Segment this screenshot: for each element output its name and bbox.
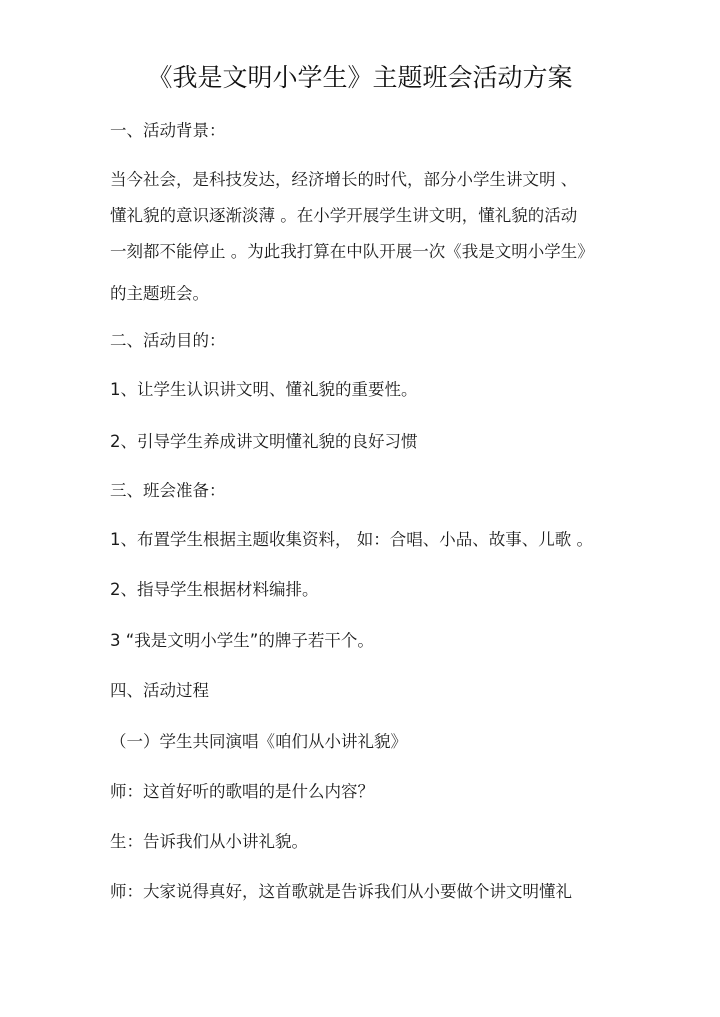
section-heading-background: 一、活动背景： [110,121,226,140]
subsection-heading: （一）学生共同演唱《咱们从小讲礼貌》 [110,732,407,751]
section-heading-goals: 二、活动目的： [110,331,226,350]
paragraph-line: 懂礼貌的意识逐渐淡薄 。在小学开展学生讲文明，懂礼貌的活动 [110,206,578,225]
document-title: 《我是文明小学生》主题班会活动方案 [147,63,573,92]
list-item: 1、让学生认识讲文明、懂礼貌的重要性。 [110,380,418,399]
dialogue-line: 师：这首好听的歌唱的是什么内容？ [110,782,374,801]
list-item: 2、指导学生根据材料编排。 [110,580,319,599]
section-heading-preparation: 三、班会准备： [110,481,226,500]
paragraph-line: 一刻都不能停止 。为此我打算在中队开展一次《我是文明小学生》 [110,242,594,261]
dialogue-line: 师：大家说得真好，这首歌就是告诉我们从小要做个讲文明懂礼 [110,882,572,901]
paragraph-line: 的主题班会。 [110,284,209,303]
list-item: 3 “我是文明小学生”的牌子若干个。 [110,631,374,650]
paragraph-line: 当今社会，是科技发达，经济增长的时代，部分小学生讲文明 、 [110,170,578,189]
dialogue-line: 生：告诉我们从小讲礼貌。 [110,832,308,851]
list-item: 1、布置学生根据主题收集资料， 如：合唱、小品、故事、儿歌 。 [110,530,593,549]
section-heading-process: 四、活动过程 [110,681,209,700]
list-item: 2、引导学生养成讲文明懂礼貌的良好习惯 [110,432,418,451]
